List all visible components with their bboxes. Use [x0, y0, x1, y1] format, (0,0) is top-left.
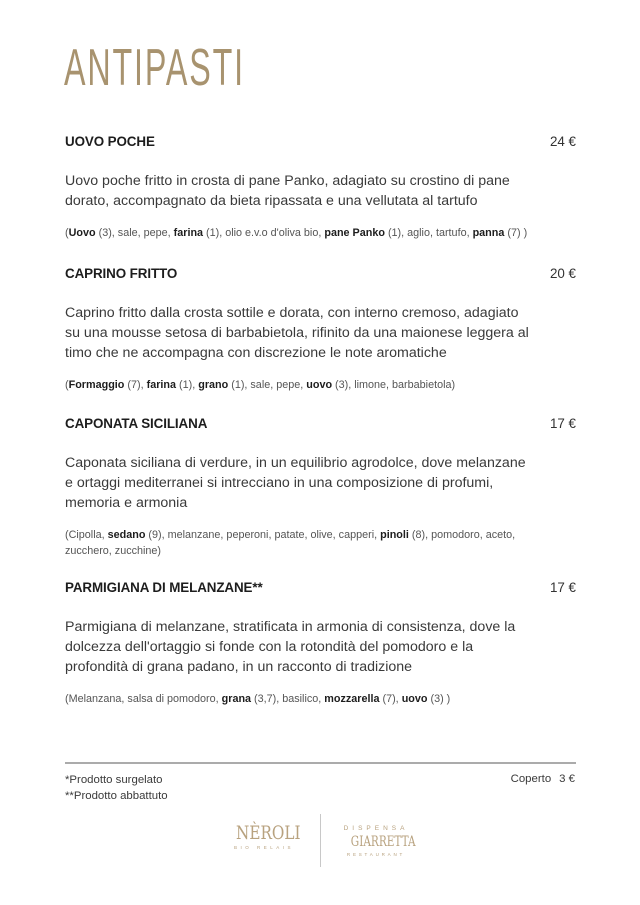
dish-name: CAPRINO FRITTO [65, 266, 178, 281]
allergen-highlight: Formaggio [68, 379, 125, 391]
footer-notes [65, 773, 168, 804]
dish-description: Parmigiana di melanzane, stratificata in armonia di consistenza, dove la dolcezza dell'ortaggio si fonde con la rotondità del pomodoro e la profondità di grana padano, in un racconto di tradizione [65, 619, 516, 675]
allergen-highlight: farina [146, 379, 177, 391]
ingredient-text: (7), [379, 693, 402, 705]
allergen-highlight: grana [221, 693, 252, 705]
cover-charge-price: 3 € [559, 773, 575, 785]
ingredient-text: (9), melanzane, peperoni, patate, olive, capperi, [145, 529, 381, 541]
dispensa-logo-top: DISPENSA [343, 825, 409, 832]
dispensa-logo [340, 824, 416, 858]
allergen-highlight: sedano [107, 529, 146, 541]
allergen-highlight: mozzarella [324, 693, 380, 705]
allergen-highlight: grano [198, 379, 229, 391]
dish-description: Caprino fritto dalla crosta sottile e dorata, con interno cremoso, adagiato su una mousse setosa di barbabietola, rifinito da una maionese leggera al timo che ne accompagna con discrezione le note aromatiche [65, 305, 529, 361]
ingredient-text: (1), sale, pepe, [228, 379, 307, 391]
ingredient-text: (7) ) [504, 227, 528, 239]
allergen-highlight: uovo [401, 693, 428, 705]
ingredient-text: (1), olio e.v.o d'oliva bio, [203, 227, 325, 239]
note-blast-chilled: **Prodotto abbattuto [65, 789, 168, 802]
dish-allergens [65, 377, 535, 393]
dish-header [65, 580, 576, 600]
dish-description: Uovo poche fritto in crosta di pane Panko, adagiato su crostino di pane dorato, accompagnato da bieta ripassata e una vellutata al tartufo [65, 173, 510, 209]
neroli-logo-subtitle: BIO RELAIS [233, 845, 294, 850]
title-wrap [64, 40, 356, 96]
neroli-logo-name: NÈROLI [236, 822, 301, 844]
logos-footer [0, 812, 640, 868]
dispensa-logo-name: GIARRETTA [350, 834, 416, 850]
neroli-logo [228, 822, 300, 852]
allergen-highlight: Uovo [68, 227, 96, 239]
ingredient-text: (8), pomodoro, aceto, zucchero, zucchine) [65, 529, 516, 557]
ingredient-text: (3), limone, barbabietola) [332, 379, 456, 391]
note-frozen: *Prodotto surgelato [65, 774, 163, 786]
ingredient-text: (1), [176, 379, 199, 391]
footer-divider [65, 762, 576, 764]
dispensa-logo-subtitle: RESTAURANT [346, 852, 406, 857]
allergen-highlight: panna [472, 227, 505, 239]
dish-description: Caponata siciliana di verdure, in un equilibrio agrodolce, dove melanzane e ortaggi mediterranei si intrecciano in una composizione di profumi, memoria e armonia [65, 455, 526, 511]
ingredient-text: (7), [124, 379, 147, 391]
dish-name: PARMIGIANA DI MELANZANE** [65, 580, 263, 595]
ingredient-text: (3,7), basilico, [251, 693, 325, 705]
dish-item [65, 266, 576, 393]
ingredient-text: ( [65, 227, 69, 239]
ingredient-text: (3), sale, pepe, [95, 227, 174, 239]
dish-item [65, 134, 576, 241]
dish-header [65, 134, 576, 154]
allergen-highlight: pinoli [380, 529, 409, 541]
dish-price: 17 € [549, 416, 576, 431]
cover-charge [511, 773, 575, 785]
ingredient-text: (Melanzana, salsa di pomodoro, [65, 693, 222, 705]
dish-header [65, 266, 576, 286]
dish-allergens [65, 691, 535, 707]
dish-price: 24 € [549, 134, 576, 149]
cover-charge-label: Coperto [510, 773, 552, 785]
dish-allergens [65, 225, 535, 241]
dish-price: 20 € [549, 266, 576, 281]
dish-item [65, 580, 576, 707]
dish-price: 17 € [549, 580, 576, 595]
dish-name: UOVO POCHE [65, 134, 155, 149]
dish-allergens [65, 527, 535, 559]
ingredient-text: (Cipolla, [65, 529, 108, 541]
dish-item [65, 416, 576, 559]
dish-name: CAPONATA SICILIANA [65, 416, 208, 431]
ingredient-text: ( [65, 379, 69, 391]
page-title: ANTIPASTI [64, 39, 245, 97]
allergen-highlight: uovo [306, 379, 333, 391]
ingredient-text: (1), aglio, tartufo, [384, 227, 473, 239]
ingredient-text: (3) ) [427, 693, 451, 705]
allergen-highlight: farina [173, 227, 204, 239]
dish-header [65, 416, 576, 436]
allergen-highlight: pane Panko [324, 227, 385, 239]
logo-separator [320, 814, 321, 867]
